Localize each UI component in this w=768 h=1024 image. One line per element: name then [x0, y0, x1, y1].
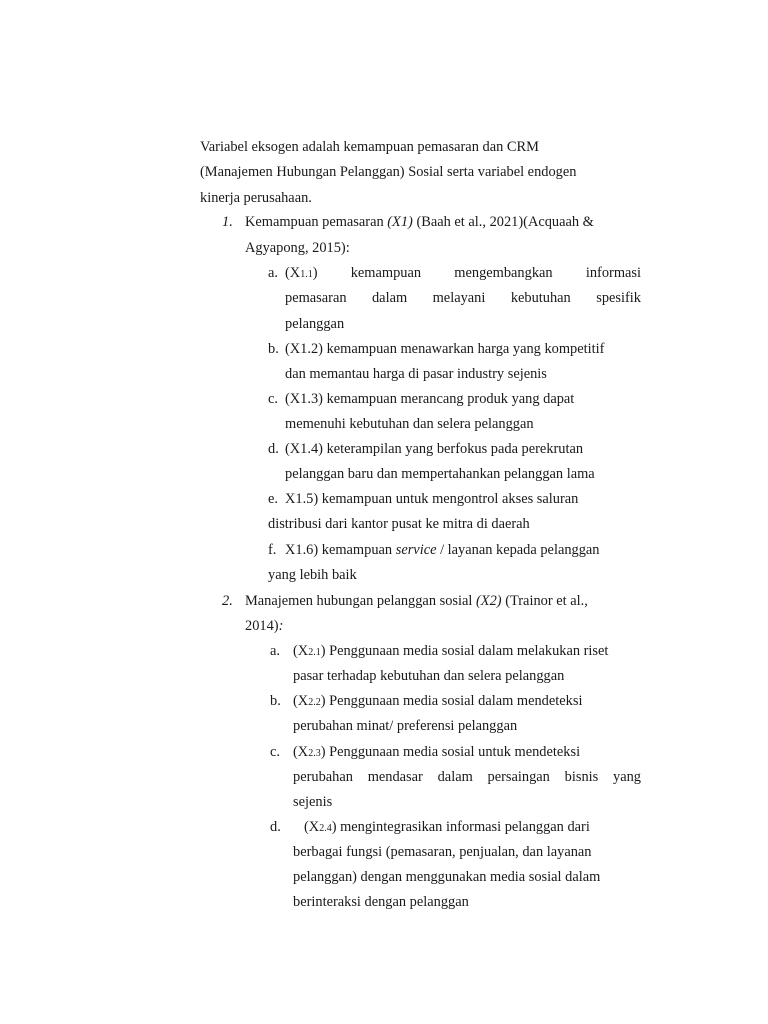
item-2b-code: (X	[293, 693, 309, 709]
item-2c-word: bisnis	[564, 769, 599, 785]
item-1f-line-2: yang lebih baik	[268, 567, 357, 583]
item-2c-word: perubahan	[293, 769, 353, 785]
item-2b-subscript: 2.2	[308, 697, 321, 708]
item-2d-code: (X	[304, 819, 320, 835]
section-2-citation-cont	[245, 619, 283, 633]
section-2-number: 2.	[222, 593, 233, 609]
item-1b-marker: b.	[268, 341, 279, 357]
item-2c-text: ) Penggunaan media sosial untuk mendeteksi	[320, 744, 581, 760]
item-2a-text: ) Penggunaan media sosial dalam melakukan riset	[320, 643, 609, 659]
item-1d-marker: d.	[268, 441, 279, 457]
item-1a-word: kebutuhan	[510, 290, 571, 306]
section-2-heading	[245, 594, 588, 608]
item-1f-text: / layanan kepada pelanggan	[440, 542, 600, 558]
item-1a-word: informasi	[585, 265, 641, 281]
item-1a-word: mengembangkan	[454, 265, 553, 281]
item-2d-marker: d.	[270, 819, 281, 835]
item-2c-subscript: 2.3	[308, 748, 321, 759]
item-1f-line-1	[285, 543, 600, 557]
item-1a-marker: a.	[268, 265, 278, 281]
item-2c-marker: c.	[270, 744, 280, 760]
item-2b-text: ) Penggunaan media sosial dalam mendeteksi	[320, 693, 583, 709]
section-2-year: 2014)	[245, 618, 279, 634]
item-1f-text: X1.6) kemampuan	[285, 542, 393, 558]
item-2b-line-2: perubahan minat/ preferensi pelanggan	[293, 718, 518, 734]
item-1a-line-2	[285, 291, 641, 305]
item-2c-line-1	[293, 745, 580, 759]
section-1-variable: (X1)	[387, 214, 413, 230]
item-1c-line-1: (X1.3) kemampuan merancang produk yang dapat	[285, 391, 575, 407]
item-1a-word: spesifik	[596, 290, 641, 306]
item-2c-word: yang	[613, 769, 641, 785]
item-2a-marker: a.	[270, 643, 280, 659]
item-1a-line-3: pelanggan	[285, 316, 345, 332]
item-1a-word: dalam	[371, 290, 408, 306]
item-2c-word: dalam	[437, 769, 473, 785]
item-2c-code: (X	[293, 744, 309, 760]
item-2c-word: mendasar	[367, 769, 423, 785]
item-2d-line-4: berinteraksi dengan pelanggan	[293, 894, 469, 910]
item-1d-line-2: pelanggan baru dan mempertahankan pelanggan lama	[285, 466, 595, 482]
item-1b-line-2: dan memantau harga di pasar industry sejenis	[285, 366, 547, 382]
item-1f-italic: service	[395, 542, 437, 558]
intro-line-1: Variabel eksogen adalah kemampuan pemasaran dan CRM	[200, 139, 539, 155]
item-2d-line-2: berbagai fungsi (pemasaran, penjualan, dan layanan	[293, 844, 592, 860]
item-2a-line-1	[293, 644, 608, 658]
item-1a-word: melayani	[432, 290, 486, 306]
item-2d-line-1	[304, 820, 590, 834]
item-2b-line-1	[293, 694, 582, 708]
item-2a-line-2: pasar terhadap kebutuhan dan selera pelanggan	[293, 668, 565, 684]
item-2c-line-2	[293, 770, 641, 784]
item-1f-marker: f.	[268, 542, 277, 558]
item-1a-code: (X1.1)	[285, 265, 318, 281]
section-2-citation: (Trainor et al.,	[505, 593, 588, 609]
item-2b-marker: b.	[270, 693, 281, 709]
item-2c-word: persaingan	[487, 769, 550, 785]
item-2c-line-3: sejenis	[293, 794, 333, 810]
section-2-variable: (X2)	[476, 593, 502, 609]
section-2-colon: :	[278, 618, 284, 634]
section-1-citation: (Baah et al., 2021)(Acquaah &	[416, 214, 594, 230]
item-1c-marker: c.	[268, 391, 278, 407]
item-1b-line-1: (X1.2) kemampuan menawarkan harga yang kompetitif	[285, 341, 605, 357]
item-2d-line-3: pelanggan) dengan menggunakan media sosial dalam	[293, 869, 601, 885]
item-1c-line-2: memenuhi kebutuhan dan selera pelanggan	[285, 416, 534, 432]
item-1d-line-1: (X1.4) keterampilan yang berfokus pada perekrutan	[285, 441, 584, 457]
intro-line-2: (Manajemen Hubungan Pelanggan) Sosial serta variabel endogen	[200, 164, 577, 180]
item-1e-line-2: distribusi dari kantor pusat ke mitra di daerah	[268, 516, 530, 532]
item-1e-line-1: X1.5) kemampuan untuk mengontrol akses saluran	[285, 491, 579, 507]
item-2a-code: (X	[293, 643, 309, 659]
item-1a-word: kemampuan	[350, 265, 422, 281]
section-1-title: Kemampuan pemasaran	[245, 214, 384, 230]
item-1e-marker: e.	[268, 491, 278, 507]
item-2d-subscript: 2.4	[319, 823, 332, 834]
intro-line-3: kinerja perusahaan.	[200, 190, 312, 206]
section-1-heading	[245, 215, 594, 229]
item-2a-subscript: 2.1	[308, 647, 321, 658]
section-2-title: Manajemen hubungan pelanggan sosial	[245, 593, 473, 609]
item-1a-line-1	[285, 266, 641, 280]
item-2d-text: ) mengintegrasikan informasi pelanggan dari	[331, 819, 590, 835]
section-1-citation-cont: Agyapong, 2015):	[245, 240, 350, 256]
item-1a-word: pemasaran	[285, 290, 347, 306]
section-1-number: 1.	[222, 214, 233, 230]
